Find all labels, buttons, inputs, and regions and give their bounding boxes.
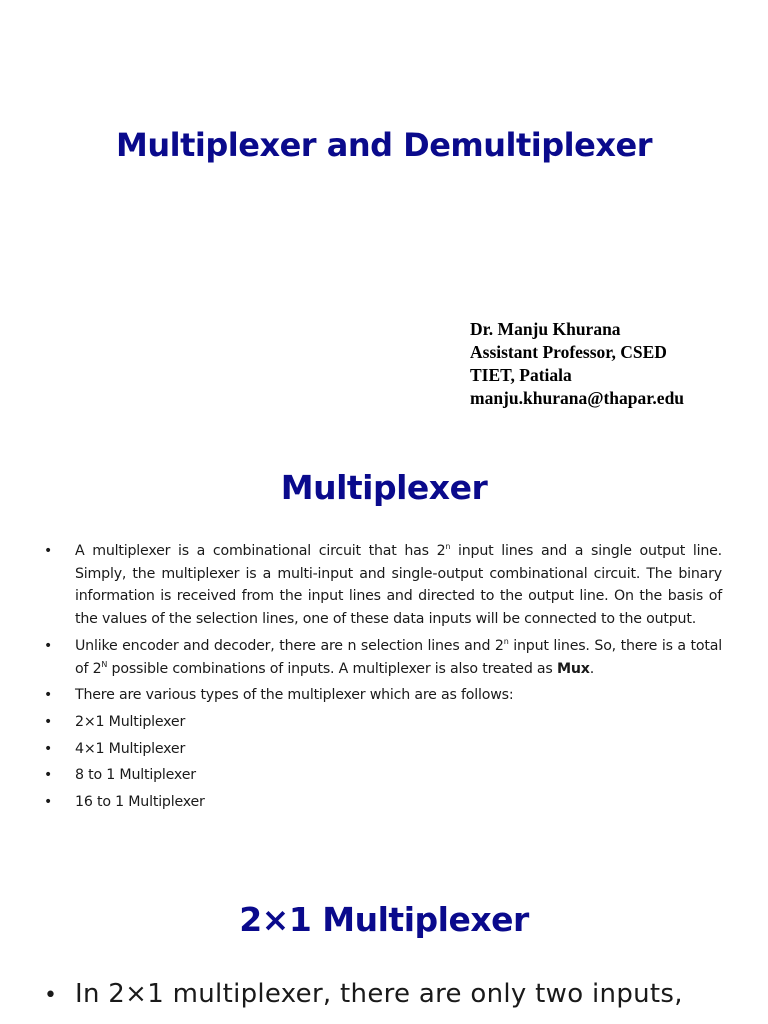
mux-type-16to1: 16 to 1 Multiplexer (75, 794, 205, 811)
bullet-icon: • (44, 740, 53, 757)
bullet-text: . (589, 660, 595, 677)
bullet-text: In 2×1 multiplexer, there are only two inputs, (75, 979, 683, 1009)
list-item (44, 738, 722, 761)
slide-title-mux-demux: Multiplexer and Demultiplexer (116, 126, 652, 164)
list-item (44, 540, 722, 631)
list-item (44, 635, 722, 680)
bullet-text: There are various types of the multiplexer which are as follows: (75, 687, 514, 704)
author-name: Dr. Manju Khurana (470, 319, 621, 339)
bullet-text: input lines. So, there is a total of 2 (75, 637, 722, 677)
superscript: n (503, 636, 509, 646)
superscript: n (445, 542, 451, 551)
bullet-icon: • (44, 794, 53, 811)
list-item (44, 791, 722, 814)
list-item (44, 972, 722, 1018)
bullet-text: A multiplexer is a combinational circuit that has 2 (75, 543, 446, 559)
bullet-text: Unlike encoder and decoder, there are n selection lines and 2 (75, 637, 504, 654)
bullet-text: possible combinations of inputs. A multiplexer is also treated as (107, 660, 557, 677)
bullet-icon: • (44, 767, 53, 784)
bullet-icon: • (44, 713, 53, 730)
mux-type-4x1: 4×1 Multiplexer (75, 740, 186, 757)
mux-type-8to1: 8 to 1 Multiplexer (75, 767, 196, 784)
mux-term: Mux (556, 660, 590, 677)
superscript: N (101, 659, 108, 669)
slide-title-multiplexer: Multiplexer (280, 468, 488, 507)
mux-type-2x1: 2×1 Multiplexer (75, 713, 186, 730)
list-item (44, 764, 722, 787)
bullet-list (44, 540, 722, 818)
author-designation: Assistant Professor, CSED (470, 342, 667, 362)
slide-title-2x1-multiplexer: 2×1 Multiplexer (239, 900, 529, 939)
list-item (44, 684, 722, 707)
author-institute: TIET, Patiala (470, 365, 572, 385)
bullet-text: input lines and a single output line. Simply, the multiplexer is a multi-input and single-output combinational circuit. The binary information is received from the input lines and directed to the output line. On the basis of the values of the selection lines, one of these data inputs will be connected to the output. (75, 543, 722, 628)
bullet-icon: • (44, 543, 53, 559)
list-item (44, 711, 722, 734)
bullet-icon: • (44, 983, 58, 1008)
bullet-icon: • (44, 687, 53, 704)
bullet-icon: • (44, 637, 53, 654)
author-block (470, 318, 684, 410)
author-email: manju.khurana@thapar.edu (470, 388, 685, 408)
